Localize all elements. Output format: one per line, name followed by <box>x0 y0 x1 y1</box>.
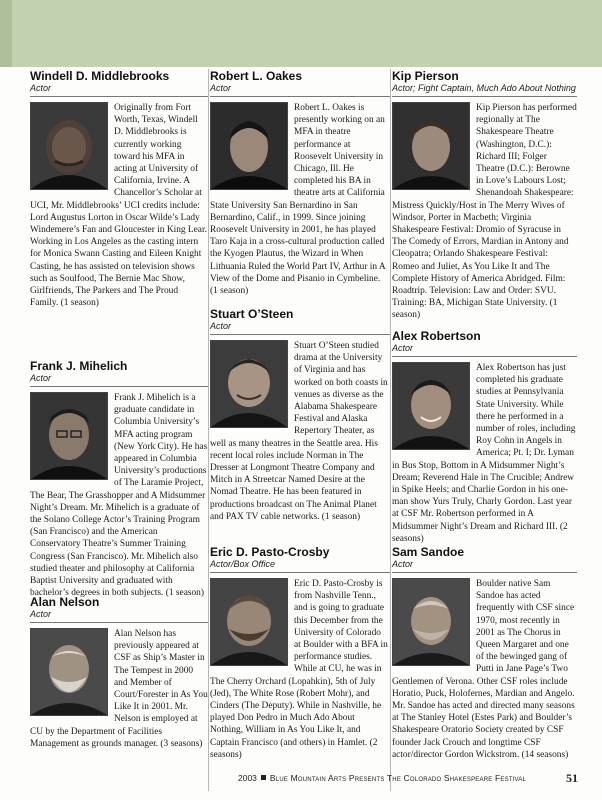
headshot-photo <box>392 578 470 666</box>
footer-year: 2003 <box>238 773 257 783</box>
footer-separator <box>261 775 266 780</box>
bio-name: Robert L. Oakes <box>210 69 303 83</box>
bio-text: Originally from Fort Worth, Texas, Windell D. Middlebrooks is currently working toward his MFA in acting at University of California, Irvine. A Chancellor’s Scholar at UCI, Mr. Middlebrooks’ UCI credits include: Lord Augustus Lorton in Oscar Wilde’s Lady Windemere’s Fan and Gloucester in King Lear. Working in Los Angeles as the casting intern for Monica Swann Casting and Eileen Knight Casting, he has assisted on television shows such as Soulfood, The Bernie Mac Show, Girlfriends, The Parkers and The Proud Family. (1 season) <box>30 103 207 309</box>
column-divider <box>208 69 209 791</box>
bio-robertson <box>392 329 577 545</box>
headshot-photo <box>392 362 470 450</box>
bio-name: Eric D. Pasto-Crosby <box>210 545 330 559</box>
bio-text: Boulder native Sam Sandoe has acted frequently with CSF since 1970, most recently in 2001 as The Chorus in Queen Margaret and one of the bewinged gang of Putti in Jane Page’s Two Gentlemen of Verona. Other CSF roles include Horatio, Puck, Holofernes, Mardian and Angelo. Mr. Sandoe has acted and directed many seasons at The Stanley Hotel (Estes Park) and Boulder’s Shakespeare Oratorio Society created by CSF founder Jack Crouch and longtime CSF actor/director Gordon Wickstrom. (14 seasons) <box>392 579 575 760</box>
bio-oakes <box>210 69 390 297</box>
headshot-photo <box>210 340 288 428</box>
bio-role: Actor; Fight Captain, Much Ado About Nothing <box>392 83 577 97</box>
bio-mihelich <box>30 359 208 599</box>
bio-name: Sam Sandoe <box>392 545 465 559</box>
page-fold-shadow <box>0 0 12 67</box>
headshot-photo <box>30 628 108 716</box>
headshot-photo <box>210 102 288 190</box>
bio-pierson <box>392 69 577 322</box>
bio-role: Actor <box>392 343 577 357</box>
bio-text: Stuart O’Steen studied drama at the University of Virginia and has worked on both coasts in venues as diverse as the Alabama Shakespeare Festival and Alaska Repertory Theater, as well as many theatres in the Seattle area. His recent local roles include Norman in The Dresser at Longmont Theatre Company and Mitch in A Streetcar Named Desire at the Nomad Theatre. He has been featured in productions broadcast on The Animal Planet and PAX TV cable networks. (1 season) <box>210 341 388 522</box>
bio-role: Actor/Box Office <box>210 559 390 573</box>
bio-text: Frank J. Mihelich is a graduate candidate in Columbia University’s MFA acting program (New York City). He has appeared in Columbia University’s productions of The Laramie Project, The Bear, The Grasshopper and A Midsummer Night’s Dream. Mr. Mihelich is a graduate of the Solano College Actor’s Training Program (San Francisco) and the American Conservatory Theatre’s Summer Training Congress (San Francisco). Mr. Mihelich also studied theater and philosophy at California Baptist University and graduated with bachelor’s degrees in both subjects. (1 season) <box>30 393 208 599</box>
bio-role: Actor <box>210 83 390 97</box>
bio-sandoe <box>392 545 577 761</box>
headshot-photo <box>392 102 470 190</box>
column-divider <box>390 69 391 791</box>
bio-name: Windell D. Middlebrooks <box>30 69 170 83</box>
bio-role: Actor <box>30 609 208 623</box>
bio-role: Actor <box>30 83 208 97</box>
bio-text: Alan Nelson has previously appeared at CSF as Ship’s Master in The Tempest in 2000 and Member of Court/Forester in As You Like It in 2001. Mr. Nelson is employed at CU by the Department of Facilities Management as grounds manager. (3 seasons) <box>30 629 208 749</box>
bio-text: Kip Pierson has performed regionally at The Shakespeare Theatre (Washington, D.C.): Richard III; Folger Theatre (D.C.): Berowne in Love’s Labours Lost; Shenandoah Shakespeare: Mistress Quickly/Host in The Merry Wives of Windsor, Porter in Macbeth; Virginia Shakespeare Festival: Dromio of Syracuse in The Comedy of Errors, Mardian in Antony and Cleopatra; Orlando Shakespeare Festival: Romeo and Juliet, As You Like It and The Complete History of America Abridged. Film: Roadtrip. Television: Law and Order: SVU. Training: BA, Michigan State University. (1 season) <box>392 103 577 321</box>
bio-text: Eric D. Pasto-Crosby is from Nashville Tenn., and is going to graduate this December from the University of Colorado at Boulder with a BFA in performance studies. While at CU, he was in The Cherry Orchard (Lopahkin), 5th of July (Jed), The White Rose (Robert Mohr), and Cinders (The Deputy). While in Nashville, he played Don Pedro in Much Ado About Nothing, William in As You Like It, and Captain Francisco (and others) in Hamlet. (2 seasons) <box>210 579 388 760</box>
bio-role: Actor <box>392 559 577 573</box>
page-number: 51 <box>566 771 578 785</box>
footer-publication: Blue Mountain Arts Presents The Colorado Shakespeare Festival <box>269 773 527 783</box>
bio-name: Frank J. Mihelich <box>30 359 128 373</box>
bio-name: Kip Pierson <box>392 69 459 83</box>
headshot-photo <box>30 392 108 480</box>
bio-nelson <box>30 595 208 750</box>
bio-middlebrooks <box>30 69 208 309</box>
bio-name: Alan Nelson <box>30 595 100 609</box>
headshot-photo <box>30 102 108 190</box>
bio-name: Alex Robertson <box>392 329 481 343</box>
page-footer <box>238 773 578 783</box>
bio-role: Actor <box>210 321 390 335</box>
bio-pastocrosby <box>210 545 390 761</box>
bio-role: Actor <box>30 373 208 387</box>
bio-name: Stuart O’Steen <box>210 307 294 321</box>
bio-text: Alex Robertson has just completed his graduate studies at Pennsylvania State University. While there he performed in a number of roles, including Roy Cohn in Angels in America; Pt. I; Dr. Lyman in Bus Stop, Bottom in A Midsummer Night’s Dream; Reverend Hale in The Crucible; Andrew in Spike Heels; and Charlie Gordon in his one-man show Yurs Truly, Charly Gordon. Last year at CSF Mr. Robertson performed in A Midsummer Night’s Dream and Richard III. (2 seasons) <box>392 363 576 544</box>
bio-osteen <box>210 307 390 523</box>
bio-text: Robert L. Oakes is presently working on an MFA in theatre performance at Roosevelt University in Chicago, Ill. He completed his BA in theatre arts at California State University San Bernardino in San Bernardino, Calif., in 1999. Since joining Roosevelt University in 2001, he has played Taro Kaja in a cross-cultural production called the Kyogen Plautus, the Wizard in When Lithuania Ruled the World Part IV, Arthur in A View of the Dome and Pisanio in Cymbeline. (1 season) <box>210 103 386 297</box>
headshot-photo <box>210 578 288 666</box>
top-color-band <box>0 0 602 67</box>
